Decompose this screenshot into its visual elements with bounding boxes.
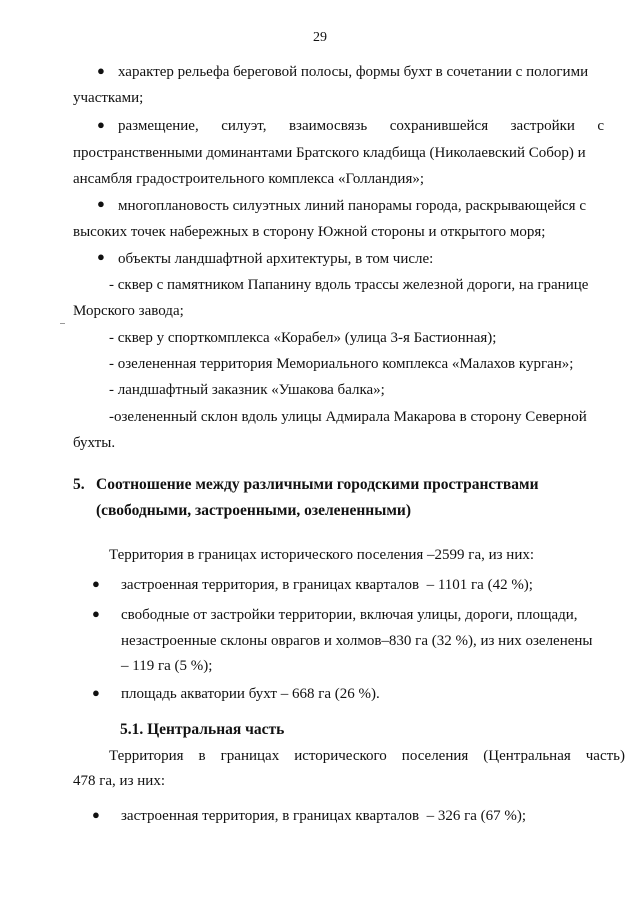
text-line: бухты.	[73, 435, 116, 451]
text-line: свободные от застройки территории, включая улицы, дороги, площади,	[121, 607, 578, 623]
text-line: - ландшафтный заказник «Ушакова балка»;	[109, 382, 385, 398]
bullet-icon: ●	[97, 63, 105, 78]
text-line: - сквер с памятником Папанину вдоль трассы железной дороги, на границе	[109, 277, 589, 293]
text-line: застроенная территория, в границах кварталов – 326 га (67 %);	[121, 808, 527, 824]
text-line: Территория в границах исторического поселения –2599 га, из них:	[109, 547, 535, 563]
section-title: Соотношение между различными городскими пространствами	[96, 476, 539, 493]
text-line: -озелененный склон вдоль улицы Адмирала Макарова в сторону Северной	[109, 409, 587, 425]
text-line: незастроенные склоны оврагов и холмов–830 га (32 %), из них озеленены	[121, 633, 593, 649]
bullet-icon: ●	[97, 249, 105, 264]
text-line: ансамбля градостроительного комплекса «Голландия»;	[73, 171, 425, 187]
bullet-icon: ●	[97, 117, 105, 132]
bullet-icon: ●	[92, 807, 100, 822]
text-line: Территория в границах исторического поселения (Центральная часть)	[109, 748, 625, 764]
text-line: пространственными доминантами Братского кладбища (Николаевский Собор) и	[73, 145, 586, 161]
text-line: участками;	[73, 90, 144, 106]
page-number: 29	[313, 30, 327, 45]
text-line: - сквер у спорткомплекса «Корабел» (улица 3-я Бастионная);	[109, 330, 497, 346]
text-line: характер рельефа береговой полосы, формы бухт в сочетании с пологими	[118, 64, 589, 80]
section-number: 5.	[73, 476, 85, 493]
bullet-icon: ●	[92, 576, 100, 591]
bullet-icon: ●	[92, 685, 100, 700]
text-line: 478 га, из них:	[73, 773, 165, 789]
text-line: высоких точек набережных в сторону Южной стороны и открытого моря;	[73, 224, 546, 240]
text-line: - озелененная территория Мемориального комплекса «Малахов курган»;	[109, 356, 574, 372]
text-line: застроенная территория, в границах кварталов – 1101 га (42 %);	[121, 577, 533, 593]
margin-mark	[60, 323, 65, 324]
text-line: Морского завода;	[73, 303, 184, 319]
text-line: многоплановость силуэтных линий панорамы города, раскрывающейся с	[118, 198, 586, 214]
text-line: размещение, силуэт, взаимосвязь сохранившейся застройки с	[118, 118, 605, 134]
text-line: площадь акватории бухт – 668 га (26 %).	[121, 686, 380, 702]
section-title: (свободными, застроенными, озелененными)	[96, 502, 411, 519]
text-line: – 119 га (5 %);	[121, 658, 213, 674]
text-line: объекты ландшафтной архитектуры, в том числе:	[118, 251, 434, 267]
bullet-icon: ●	[97, 196, 105, 211]
subsection-title: 5.1. Центральная часть	[120, 721, 285, 738]
bullet-icon: ●	[92, 606, 100, 621]
